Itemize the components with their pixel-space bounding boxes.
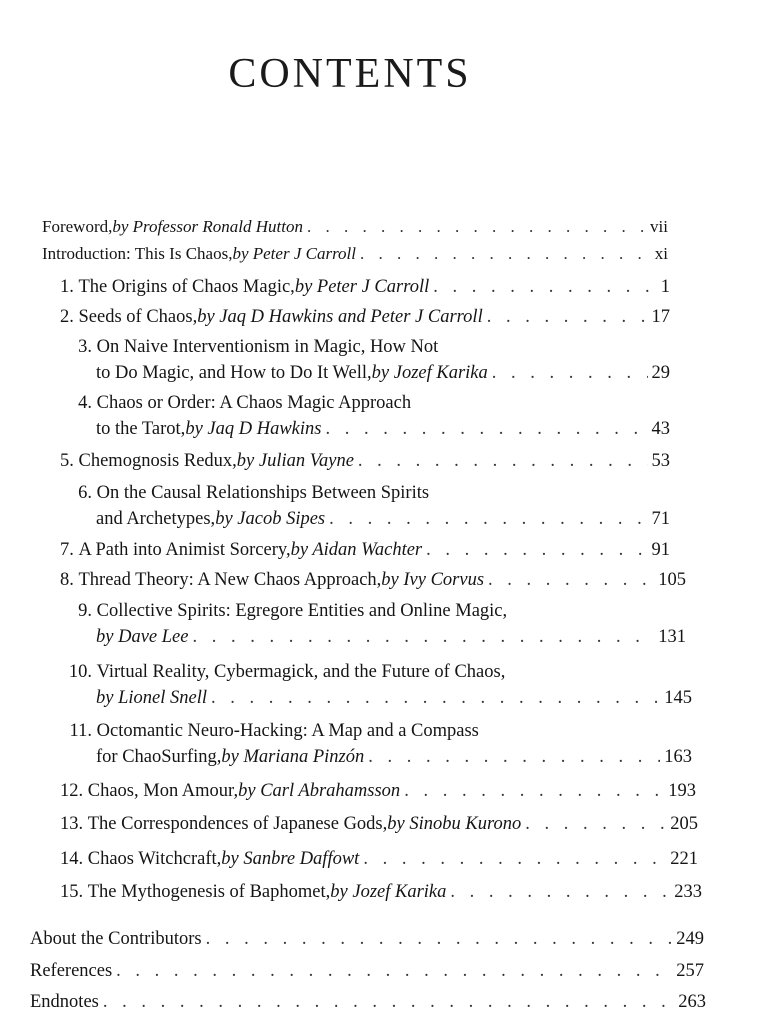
entry-title-continued: to Do Magic, and How to Do It Well, bbox=[96, 363, 372, 383]
page-number: 249 bbox=[676, 929, 704, 949]
page-number: 263 bbox=[678, 992, 706, 1012]
page-number: 105 bbox=[658, 570, 686, 590]
toc-entry-introduction[interactable] bbox=[42, 241, 668, 267]
chapter-number: 12. bbox=[60, 781, 84, 801]
leader-dots bbox=[116, 958, 672, 984]
page-number: 91 bbox=[651, 540, 670, 560]
page-number: 233 bbox=[674, 882, 702, 902]
entry-title: The Origins of Chaos Magic, bbox=[78, 277, 295, 297]
entry-title: On Naive Interventionism in Magic, How Not bbox=[96, 337, 439, 357]
page-number: 257 bbox=[676, 961, 704, 981]
leader-dots bbox=[363, 846, 666, 872]
entry-title: Foreword, bbox=[42, 217, 113, 236]
chapter-number: 13. bbox=[60, 814, 84, 834]
leader-dots bbox=[426, 537, 647, 563]
leader-dots bbox=[492, 360, 648, 386]
leader-dots bbox=[192, 624, 654, 650]
page-number: 43 bbox=[651, 419, 670, 439]
toc-entry-chapter-12[interactable] bbox=[60, 778, 696, 804]
chapter-number: 3. bbox=[78, 337, 92, 357]
toc-entry-about-contributors[interactable] bbox=[30, 926, 704, 952]
entry-title: Octomantic Neuro-Hacking: A Map and a Compass bbox=[96, 721, 479, 741]
entry-author: by Jozef Karika bbox=[330, 882, 447, 902]
entry-title: Endnotes bbox=[30, 992, 99, 1012]
entry-author: by Sanbre Daffowt bbox=[221, 849, 360, 869]
entry-title: A Path into Animist Sorcery, bbox=[78, 540, 291, 560]
entry-author: by Peter J Carroll bbox=[232, 244, 356, 263]
page-number: 131 bbox=[658, 627, 686, 647]
page-title: CONTENTS bbox=[228, 51, 472, 97]
chapter-number: 6. bbox=[78, 483, 92, 503]
toc-entry-chapter-1[interactable] bbox=[60, 274, 670, 300]
leader-dots bbox=[206, 926, 673, 952]
entry-title: References bbox=[30, 961, 113, 981]
entry-title: Chaos, Mon Amour, bbox=[87, 781, 239, 801]
entry-author: by Mariana Pinzón bbox=[221, 747, 365, 767]
page-number: 53 bbox=[651, 451, 670, 471]
toc-entry-chapter-4[interactable] bbox=[60, 390, 670, 442]
leader-dots bbox=[325, 416, 647, 442]
chapter-number: 11. bbox=[69, 721, 92, 741]
leader-dots bbox=[404, 778, 664, 804]
toc-entry-chapter-3[interactable] bbox=[60, 334, 670, 386]
toc-entry-chapter-13[interactable] bbox=[60, 811, 698, 837]
chapter-number: 4. bbox=[78, 393, 92, 413]
entry-author: by Peter J Carroll bbox=[294, 277, 430, 297]
page-number: vii bbox=[650, 217, 668, 236]
toc-entry-chapter-9[interactable] bbox=[60, 598, 686, 650]
entry-title: Thread Theory: A New Chaos Approach, bbox=[78, 570, 382, 590]
chapter-number: 9. bbox=[78, 601, 92, 621]
leader-dots bbox=[368, 744, 660, 770]
toc-entry-chapter-10[interactable] bbox=[60, 659, 692, 711]
entry-author: by Ivy Corvus bbox=[381, 570, 485, 590]
leader-dots bbox=[360, 241, 651, 267]
entry-title-continued: for ChaoSurfing, bbox=[96, 747, 222, 767]
entry-author: by Professor Ronald Hutton bbox=[112, 217, 303, 236]
chapter-number: 10. bbox=[68, 662, 92, 682]
entry-title: On the Causal Relationships Between Spirits bbox=[96, 483, 430, 503]
leader-dots bbox=[211, 685, 660, 711]
leader-dots bbox=[329, 506, 647, 532]
chapter-number: 15. bbox=[60, 882, 84, 902]
entry-author: by Julian Vayne bbox=[236, 451, 354, 471]
page-number: 145 bbox=[664, 688, 692, 708]
entry-title: Chaos or Order: A Chaos Magic Approach bbox=[96, 393, 412, 413]
entry-title-continued: and Archetypes, bbox=[96, 509, 216, 529]
page-number: 163 bbox=[664, 747, 692, 767]
toc-entry-foreword[interactable] bbox=[42, 214, 668, 240]
entry-title: Chaos Witchcraft, bbox=[87, 849, 222, 869]
leader-dots bbox=[487, 304, 648, 330]
toc-entry-chapter-14[interactable] bbox=[60, 846, 698, 872]
page-number: 71 bbox=[651, 509, 670, 529]
leader-dots bbox=[307, 214, 646, 240]
toc-entry-chapter-15[interactable] bbox=[60, 879, 702, 905]
entry-author: by Jaq D Hawkins bbox=[185, 419, 322, 439]
toc-entry-references[interactable] bbox=[30, 958, 704, 984]
entry-title: Collective Spirits: Egregore Entities and Online Magic, bbox=[96, 601, 508, 621]
chapter-number: 2. bbox=[60, 307, 74, 327]
leader-dots bbox=[103, 989, 674, 1015]
entry-author: by Jozef Karika bbox=[371, 363, 488, 383]
entry-author: by Dave Lee bbox=[96, 627, 189, 647]
toc-entry-chapter-5[interactable] bbox=[60, 448, 670, 474]
leader-dots bbox=[450, 879, 670, 905]
chapter-number: 14. bbox=[60, 849, 84, 869]
entry-title: Chemognosis Redux, bbox=[78, 451, 237, 471]
chapter-number: 8. bbox=[60, 570, 74, 590]
leader-dots bbox=[358, 448, 648, 474]
page-number: xi bbox=[654, 244, 668, 263]
entry-title: The Correspondences of Japanese Gods, bbox=[87, 814, 388, 834]
entry-author: by Aidan Wachter bbox=[290, 540, 423, 560]
page-number: 17 bbox=[651, 307, 670, 327]
toc-entry-chapter-6[interactable] bbox=[60, 480, 670, 532]
entry-title: Virtual Reality, Cybermagick, and the Future of Chaos, bbox=[96, 662, 506, 682]
leader-dots bbox=[433, 274, 656, 300]
toc-entry-chapter-2[interactable] bbox=[60, 304, 670, 330]
page-number: 205 bbox=[670, 814, 698, 834]
page-number: 29 bbox=[651, 363, 670, 383]
leader-dots bbox=[488, 567, 654, 593]
entry-title-continued: to the Tarot, bbox=[96, 419, 186, 439]
entry-title: The Mythogenesis of Baphomet, bbox=[87, 882, 331, 902]
chapter-number: 5. bbox=[60, 451, 74, 471]
entry-author: by Jacob Sipes bbox=[215, 509, 326, 529]
entry-author: by Sinobu Kurono bbox=[387, 814, 522, 834]
entry-title: Seeds of Chaos, bbox=[78, 307, 198, 327]
leader-dots bbox=[525, 811, 666, 837]
entry-title: Introduction: This Is Chaos, bbox=[42, 244, 233, 263]
entry-author: by Lionel Snell bbox=[96, 688, 207, 708]
entry-author: by Carl Abrahamsson bbox=[238, 781, 401, 801]
page-number: 1 bbox=[660, 277, 670, 297]
page-number: 193 bbox=[668, 781, 696, 801]
entry-title: About the Contributors bbox=[30, 929, 202, 949]
chapter-number: 1. bbox=[60, 277, 74, 297]
toc-entry-chapter-7[interactable] bbox=[60, 537, 670, 563]
page-number: 221 bbox=[670, 849, 698, 869]
chapter-number: 7. bbox=[60, 540, 74, 560]
entry-author: by Jaq D Hawkins and Peter J Carroll bbox=[197, 307, 483, 327]
toc-entry-chapter-11[interactable] bbox=[60, 718, 692, 770]
toc-entry-endnotes[interactable] bbox=[30, 989, 706, 1015]
toc-entry-chapter-8[interactable] bbox=[60, 567, 686, 593]
